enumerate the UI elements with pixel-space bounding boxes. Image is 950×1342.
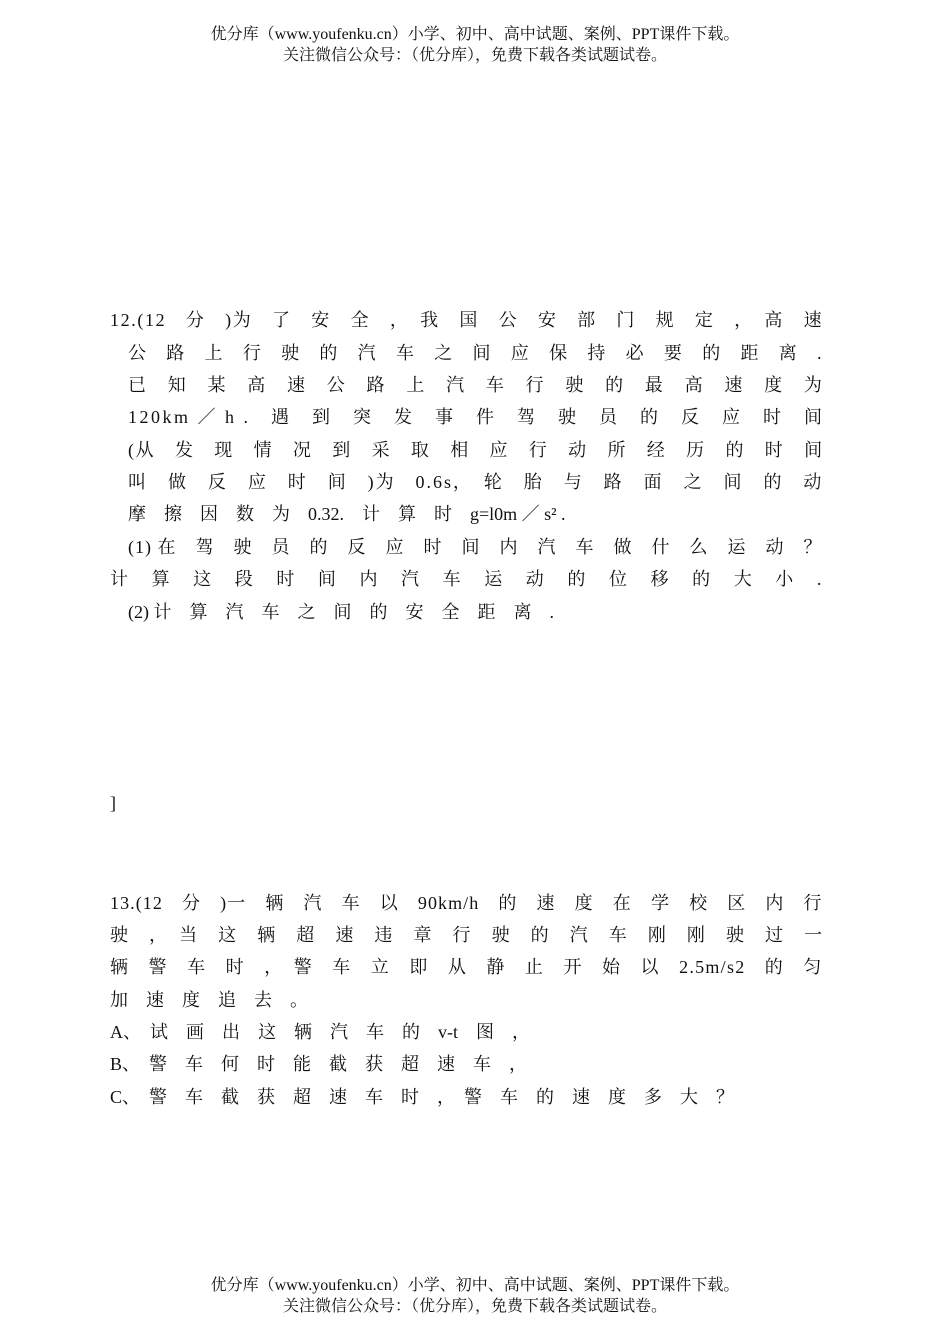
q13-line: C、 警 车 截 获 超 速 车 时 ， 警 车 的 速 度 多 大 ？ [110, 1087, 735, 1107]
q13-line: B、 警 车 何 时 能 截 获 超 速 车 ， [110, 1054, 528, 1074]
q12-line: (1) 在 驾 驶 员 的 反 应 时 间 内 汽 车 做 什 么 运 动 ？ [128, 537, 823, 557]
q12-line: (从 发 现 情 况 到 采 取 相 应 行 动 所 经 历 的 时 间 [128, 440, 824, 460]
q13-line: 加 速 度 追 去 。 [110, 990, 308, 1010]
q12-line: 12.(12 分 )为 了 安 全 ， 我 国 公 安 部 门 规 定 ， 高 速 [110, 310, 824, 330]
q12-line: 叫 做 反 应 时 间 )为 0.6s， 轮 胎 与 路 面 之 间 的 动 [128, 472, 824, 492]
stray-bracket: ] [110, 793, 116, 813]
q12-line: (2) 计 算 汽 车 之 间 的 安 全 距 离 . [128, 602, 554, 622]
q12-line: 摩 擦 因 数 为 0.32. 计 算 时 g=l0m ／ s² . [128, 504, 566, 524]
header-line-2: 关注微信公众号：（优分库），免费下载各类试题试卷。 [282, 47, 667, 64]
q12-line: 公 路 上 行 驶 的 汽 车 之 间 应 保 持 必 要 的 距 离 . [128, 343, 823, 363]
q13-line: 驶 ， 当 这 辆 超 速 违 章 行 驶 的 汽 车 刚 刚 驶 过 一 [110, 925, 824, 945]
q13-line: 辆 警 车 时 ， 警 车 立 即 从 静 止 开 始 以 2.5m/s2 的 匀 [110, 957, 823, 977]
q12-line: 120km ／ h . 遇 到 突 发 事 件 驾 驶 员 的 反 应 时 间 [128, 407, 825, 427]
q12-line: 已 知 某 高 速 公 路 上 汽 车 行 驶 的 最 高 速 度 为 [128, 375, 824, 395]
footer-line-1: 优分库（www.youfenku.cn）小学、初中、高中试题、案例、PPT课件下载。 [210, 1277, 740, 1294]
q13-line: 13.(12 分 )一 辆 汽 车 以 90km/h 的 速 度 在 学 校 区 内 行 [110, 893, 823, 913]
header-line-1: 优分库（www.youfenku.cn）小学、初中、高中试题、案例、PPT课件下载。 [210, 26, 740, 43]
footer-line-2: 关注微信公众号：（优分库），免费下载各类试题试卷。 [282, 1298, 667, 1315]
q12-line: 计 算 这 段 时 间 内 汽 车 运 动 的 位 移 的 大 小 . [110, 569, 825, 589]
q13-line: A、 试 画 出 这 辆 汽 车 的 v-t 图 ， [110, 1022, 530, 1042]
